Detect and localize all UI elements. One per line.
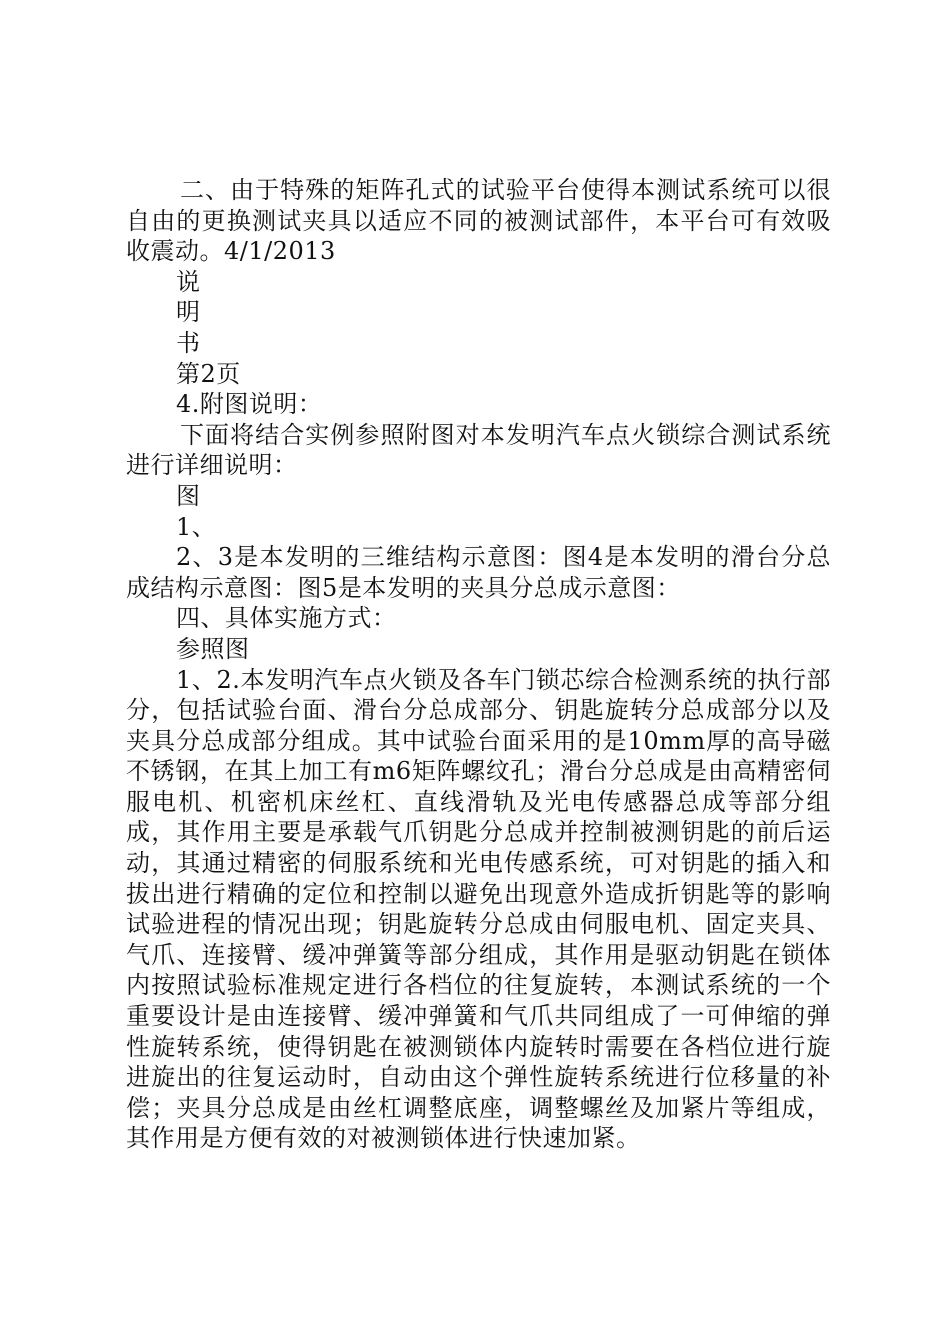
paragraph-advantage-two: 二、由于特殊的矩阵孔式的试验平台使得本测试系统可以很自由的更换测试夹具以适应不同的被测试部件，本平台可有效吸收震动。4/1/2013 (126, 176, 831, 266)
section-heading-implementation: 四、具体实施方式： (176, 604, 397, 633)
header-char-shu: 书 (176, 328, 201, 357)
reference-figure-label: 参照图 (176, 634, 250, 663)
paragraph-figures-intro: 下面将结合实例参照附图对本发明汽车点火锁综合测试系统进行详细说明： (126, 420, 831, 480)
figure-number-one: 1、 (176, 512, 217, 541)
document-body (126, 175, 831, 1154)
section-heading-figures: 4.附图说明： (176, 390, 323, 419)
page-number: 第2页 (176, 359, 241, 388)
header-char-shuo: 说 (176, 267, 201, 296)
header-char-ming: 明 (176, 298, 201, 327)
figure-label: 图 (176, 481, 201, 510)
paragraph-implementation-detail: 1、2.本发明汽车点火锁及各车门锁芯综合检测系统的执行部分，包括试验台面、滑台分总成部分、钥匙旋转分总成部分以及夹具分总成部分组成。其中试验台面采用的是10mm厚的高导磁不锈钢，在其上加工有m6矩阵螺纹孔；滑台分总成是由高精密伺服电机、机密机床丝杠、直线滑轨及光电传感器总成等部分组成，其作用主要是承载气爪钥匙分总成并控制被测钥匙的前后运动，其通过精密的伺服系统和光电传感系统，可对钥匙的插入和拔出进行精确的定位和控制以避免出现意外造成折钥匙等的影响试验进程的情况出现；钥匙旋转分总成由伺服电机、固定夹具、气爪、连接臂、缓冲弹簧等部分组成，其作用是驱动钥匙在锁体内按照试验标准规定进行各档位的往复旋转，本测试系统的一个重要设计是由连接臂、缓冲弹簧和气爪共同组成了一可伸缩的弹性旋转系统，使得钥匙在被测锁体内旋转时需要在各档位进行旋进旋出的往复运动时，自动由这个弹性旋转系统进行位移量的补偿；夹具分总成是由丝杠调整底座，调整螺丝及加紧片等组成，其作用是方便有效的对被测锁体进行快速加紧。 (126, 665, 831, 1153)
paragraph-figure-list: 2、3是本发明的三维结构示意图：图4是本发明的滑台分总成结构示意图：图5是本发明的夹具分总成示意图： (126, 543, 831, 602)
